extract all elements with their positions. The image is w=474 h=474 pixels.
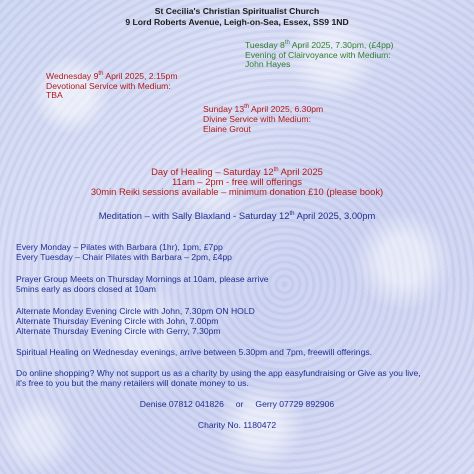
prayer-group-line1: Prayer Group Meets on Thursday Mornings at 10am, please arrive [16,274,269,284]
tuesday-event-desc: Evening of Clairvoyance with Medium: [245,50,391,60]
wednesday-event-date: Wednesday 9th April 2025, 2.15pm [46,71,178,81]
tuesday-event-date: Tuesday 8th April 2025, 7.30pm, (£4pp) [245,40,394,50]
circle-thursday-john: Alternate Thursday Evening Circle with John, 7.00pm [16,316,219,326]
healing-day-reiki: 30min Reiki sessions available – minimum donation £10 (please book) [90,186,384,197]
sunday-event-medium: Elaine Grout [203,124,251,134]
prayer-group-line2: 5mins early as doors closed at 10am [16,284,156,294]
spiritual-healing: Spiritual Healing on Wednesday evenings, arrive between 5.30pm and 7pm, freewill offerings. [16,347,373,357]
sunday-event-date: Sunday 13th April 2025, 6.30pm [203,104,324,114]
wednesday-event-medium: TBA [46,90,63,100]
healing-day-time: 11am – 2pm - free will offerings [172,176,302,187]
church-address: 9 Lord Roberts Avenue, Leigh-on-Sea, Essex, SS9 1ND [125,17,349,27]
tuesday-event-medium: John Hayes [245,59,291,69]
sunday-event-desc: Divine Service with Medium: [203,114,311,124]
circle-monday: Alternate Monday Evening Circle with John, 7.30pm ON HOLD [16,306,255,316]
contact-numbers: Denise 07812 041826 or Gerry 07729 892906 [139,399,335,409]
healing-day-title: Day of Healing – Saturday 12th April 2025 [151,166,323,177]
church-name: St Cecilia's Christian Spiritualist Church [154,6,320,16]
pilates-monday: Every Monday – Pilates with Barbara (1hr), 1pm, £7pp [16,242,223,252]
wednesday-event-desc: Devotional Service with Medium: [46,81,171,91]
shopping-line2: it's free to you but the many retailers will donate money to us. [16,378,249,388]
pilates-tuesday: Every Tuesday – Chair Pilates with Barbara – 2pm, £4pp [16,252,232,262]
circle-thursday-gerry: Alternate Thursday Evening Circle with Gerry, 7.30pm [16,326,221,336]
meditation-event: Meditation – with Sally Blaxland - Saturday 12th April 2025, 3.00pm [98,210,376,221]
charity-number: Charity No. 1180472 [197,420,277,430]
shopping-line1: Do online shopping? Why not support us as a charity by using the app easyfundraising or Give as you live, [16,368,421,378]
